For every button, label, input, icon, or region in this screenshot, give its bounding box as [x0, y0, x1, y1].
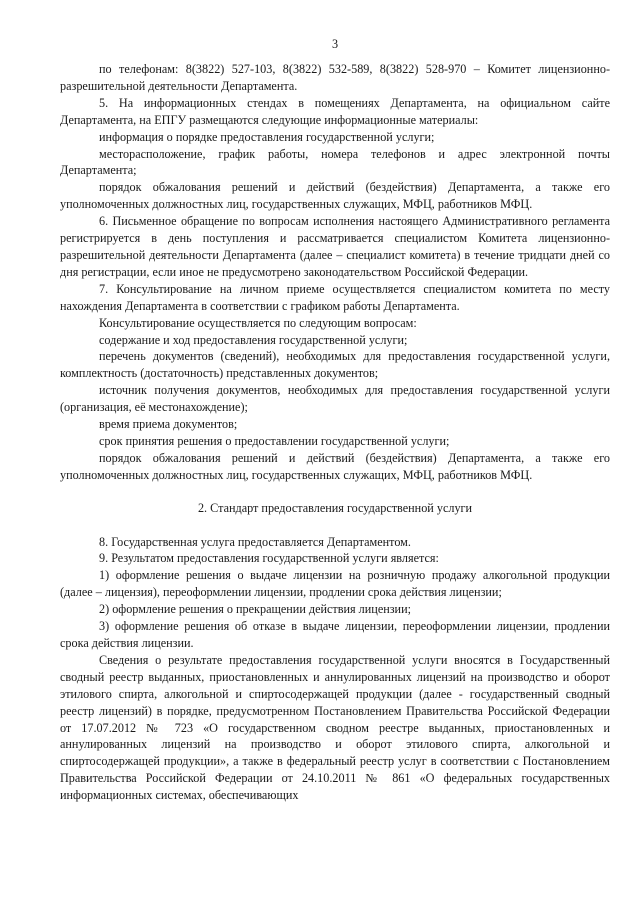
paragraph-registry-info: Сведения о результате предоставления государственной услуги вносятся в Государственный сводный реестр выданных, приостановленных и аннулированных лицензий на производство и оборот этилового спирта, алкогольной и спиртосодержащей продукции (далее - государственный сводный реестр лицензий) в порядке, предусмотренном Постановлением Правительства Российской Федерации от 17.07.2012 № 723 «О государственном сводном реестре выданных, приостановленных и аннулированных лицензий на производство и оборот этилового спирта, алкогольной и спиртосодержащей продукции», а также в федеральный реестр услуг в соответствии с Постановлением Правительства Российской Федерации от 24.10.2011 № 861 «О федеральных государственных информационных системах, обеспечивающих: [60, 652, 610, 803]
list-item: время приема документов;: [99, 417, 238, 432]
list-item: 3) оформление решения об отказе в выдаче лицензии, переоформлении лицензии, продлении срока действия лицензии.: [60, 619, 610, 650]
list-item: срок принятия решения о предоставлении государственной услуги;: [99, 433, 450, 448]
list-item: 1) оформление решения о выдаче лицензии на розничную продажу алкогольной продукции (далее – лицензия), переоформлении лицензии, продлении срока действия лицензии;: [60, 568, 610, 600]
paragraph-item-6: 6. Письменное обращение по вопросам исполнения настоящего Административного регламента регистрируется в день поступления и рассматривается специалистом Комитета лицензионно-разрешительной деятельности Департамента (далее – специалист комитета) в течение тридцати дней со дня регистрации, если иное не предусмотрено законодательством Российской Федерации.: [60, 214, 610, 279]
section-heading: 2. Стандарт предоставления государственной услуги: [197, 500, 473, 515]
list-item: 2) оформление решения о прекращении действия лицензии;: [99, 602, 411, 617]
paragraph-item-7: 7. Консультирование на личном приеме осуществляется специалистом комитета по месту нахождения Департамента в соответствии с графиком работы Департамента.: [60, 281, 610, 313]
list-item: месторасположение, график работы, номера телефонов и адрес электронной почты Департамента;: [60, 146, 610, 178]
list-item: порядок обжалования решений и действий (бездействия) Департамента, а также его уполномоченных должностных лиц, государственных служащих, МФЦ, работников МФЦ.: [60, 450, 610, 482]
document-page: [60, 36, 610, 804]
list-item: информация о порядке предоставления государственной услуги;: [99, 129, 435, 144]
list-item: порядок обжалования решений и действий (бездействия) Департамента, а также его уполномоченных должностных лиц, государственных служащих, МФЦ, работников МФЦ.: [60, 180, 610, 212]
list-item: источник получения документов, необходимых для предоставления государственной услуги (организация, её местонахождение);: [60, 383, 610, 415]
paragraph-item-8: 8. Государственная услуга предоставляется Департаментом.: [99, 534, 411, 549]
list-item: содержание и ход предоставления государственной услуги;: [99, 332, 408, 347]
paragraph-phones: по телефонам: 8(3822) 527-103, 8(3822) 532-589, 8(3822) 528-970 – Комитет лицензионно-разрешительной деятельности Департамента.: [60, 62, 610, 93]
paragraph-item-9: 9. Результатом предоставления государственной услуги является:: [99, 551, 439, 566]
paragraph-consult-topics: Консультирование осуществляется по следующим вопросам:: [99, 315, 417, 330]
paragraph-item-5: 5. На информационных стендах в помещениях Департамента, на официальном сайте Департамента, на ЕПГУ размещаются следующие информационные материалы:: [60, 95, 610, 127]
list-item: перечень документов (сведений), необходимых для предоставления государственной услуги, комплектность (достаточность) представленных документов;: [60, 349, 610, 381]
page-number: 3: [331, 37, 339, 51]
